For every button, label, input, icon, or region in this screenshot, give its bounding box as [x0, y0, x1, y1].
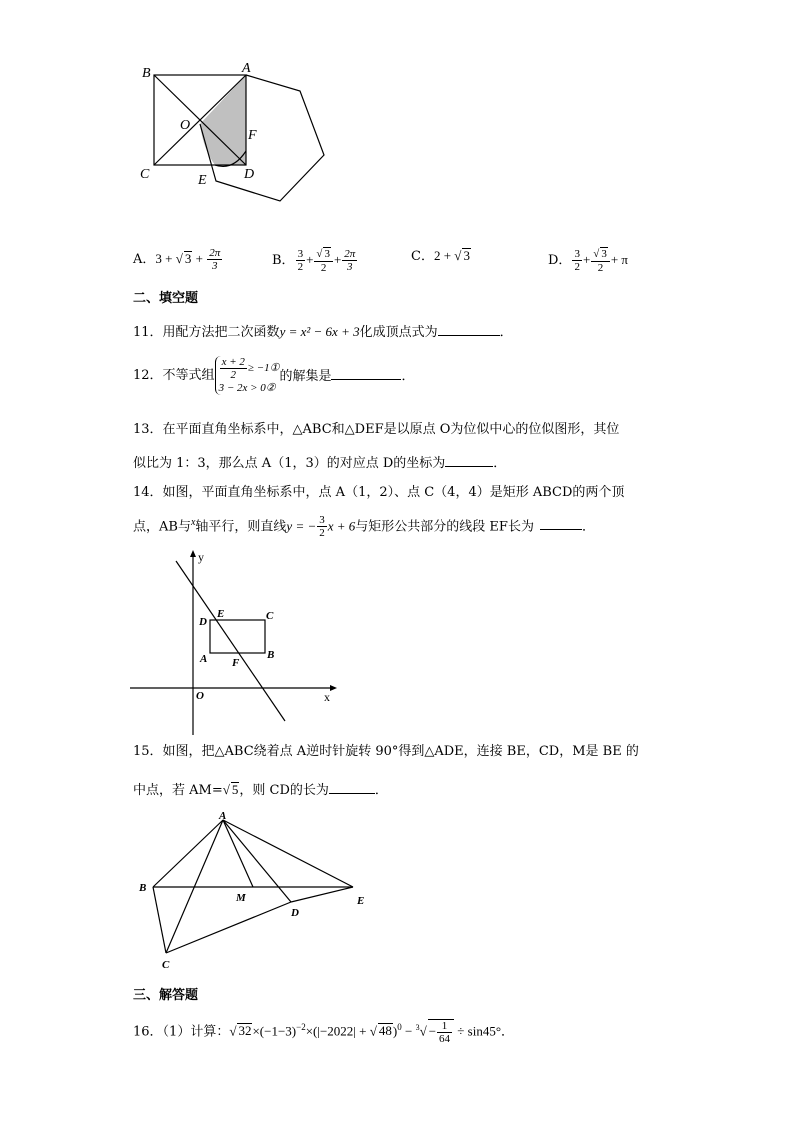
option-d-den2: 2 [597, 262, 604, 274]
q16-exp-2: 0 [397, 1022, 402, 1032]
option-b-plus1: + [306, 252, 314, 267]
label-E: E [357, 895, 365, 907]
segment-de [291, 887, 353, 902]
option-a: A．3 + √ 3 + $\frac{2\pi}{3}$ [133, 247, 221, 272]
option-b-den2: 2 [320, 262, 327, 274]
x-axis-arrow [330, 685, 337, 691]
segment-ae [223, 820, 353, 887]
option-d-plus2: + π [610, 252, 628, 267]
q16-term-2: ×(|−2022| + [305, 1023, 370, 1039]
option-a-label: A． [133, 252, 156, 267]
label-F: F [232, 657, 240, 669]
option-b-plus2: + [333, 252, 342, 267]
q15-end: ． [374, 783, 388, 798]
label-B: B [267, 649, 275, 661]
question-14-line2 [133, 514, 595, 539]
q16-term-4: − [401, 1023, 416, 1039]
question-13-line2 [133, 453, 506, 473]
q14-end: ． [581, 519, 595, 535]
option-c-label: C． [411, 249, 434, 264]
q12-system [215, 356, 280, 395]
q11-number: 11． [133, 325, 163, 340]
q14-eq-part2: x + 6 [327, 518, 356, 534]
q15-text-a: 中点，若 AM= [133, 783, 223, 798]
q12-ineq1-num: x + 2 [221, 356, 245, 368]
option-b-den1: 2 [297, 261, 304, 273]
option-d-sqrt: 3 [601, 248, 607, 260]
q14-text-b: 轴平行，则直线 [195, 519, 287, 535]
q12-text-1: 不等式组 [162, 367, 215, 383]
rotation-triangle-figure [133, 810, 373, 970]
q16-term-5: ÷ sin45°． [454, 1023, 515, 1039]
q12-answer-blank[interactable] [331, 366, 401, 380]
option-a-sqrt: 3 [184, 251, 192, 266]
option-d-den1: 2 [574, 261, 580, 273]
q13-end: ． [493, 456, 507, 471]
option-b-sqrt: 3 [324, 248, 330, 260]
q14-x-axis: x [190, 517, 196, 528]
label-E: E [217, 608, 225, 620]
q14-answer-blank[interactable] [540, 516, 582, 530]
label-D: D [291, 907, 299, 919]
label-F: F [248, 128, 257, 143]
label-M: M [236, 892, 246, 904]
q13-answer-blank[interactable] [445, 453, 493, 467]
segment-am [223, 820, 253, 887]
option-a-term: 3 + [155, 251, 176, 266]
q11-text-2: 化成顶点式为 [359, 325, 438, 340]
q14-frac-den: 2 [319, 527, 325, 540]
segment-bc [153, 887, 166, 953]
q16-root-den: 64 [439, 1032, 451, 1045]
option-b-num1: 3 [297, 248, 304, 260]
label-A: A [200, 653, 208, 665]
option-a-num: 2π [209, 247, 221, 259]
q11-answer-blank[interactable] [438, 322, 500, 336]
option-b-den3: 3 [347, 261, 353, 273]
option-c-term: 2 + [433, 248, 455, 263]
option-d-label: D． [548, 253, 572, 268]
q16-term-1: ×(−1−3) [252, 1023, 297, 1039]
label-A: A [219, 810, 227, 822]
label-y: y [198, 550, 204, 564]
label-D: D [244, 167, 255, 182]
q12-end: ． [401, 368, 415, 384]
q12-ineq2: 3 − 2x > 0② [218, 382, 276, 394]
q11-equation: y = x² − 6x + 3 [279, 324, 360, 339]
label-B: B [139, 882, 147, 894]
segment-ad [223, 820, 291, 902]
rectangle-abcd [210, 620, 265, 653]
q14-text-a: 点，AB与 [133, 519, 191, 535]
q15-answer-blank[interactable] [329, 780, 375, 794]
coordinate-rectangle-figure [128, 547, 343, 737]
question-16: 16．（1）计算：√ $32\times(-1-3)^{-2}\times(|-2022|$ + √ 48)$^0$ − $^3$√ − $\frac{1}{64}$ ÷ sin45°． [133, 1019, 515, 1045]
option-a-den: 3 [211, 260, 218, 272]
q16-sqrt-32: 32 [238, 1023, 252, 1039]
segment-ab [153, 820, 223, 887]
label-A: A [242, 61, 251, 76]
label-C: C [162, 959, 170, 970]
shaded-region [200, 75, 246, 165]
question-13-line1: 13．在平面直角坐标系中，△ABC和△DEF是以原点 O为位似中心的位似图形，其位 [133, 422, 620, 437]
option-c-sqrt: 3 [463, 248, 470, 263]
option-d-num1: 3 [574, 248, 580, 260]
label-x: x [324, 690, 330, 704]
q14-eq-part1: y = − [286, 518, 317, 534]
option-b-label: B． [272, 253, 295, 268]
label-C: C [266, 610, 274, 622]
q12-ineq1-den: 2 [230, 369, 236, 381]
q14-text-c: 与矩形公共部分的线段 EF长为 [355, 519, 534, 535]
option-b-num3: 2π [344, 248, 356, 260]
q16-root-sign: − [428, 1023, 437, 1039]
square-sector-figure [130, 55, 340, 215]
label-O: O [180, 118, 191, 133]
q16-cube-root [428, 1019, 454, 1045]
q12-ineq1-rest: ≥ −1① [247, 362, 280, 375]
option-d: D． $\frac{3}{2}$ + $\frac{√ 3}{2}$ + π [548, 248, 628, 274]
q16-term-3: ) [392, 1023, 398, 1039]
question-15-line1: 15．如图，把△ABC绕着点 A逆时针旋转 90°得到△ADE，连接 BE，CD，M是 BE 的 [133, 744, 639, 759]
question-15-line2: 中点，若 AM=√ 5，则 CD的长为 ． [133, 782, 388, 798]
option-d-plus1: + [582, 252, 591, 267]
q11-text-1: 用配方法把二次函数 [162, 325, 280, 340]
q16-number: 16．（1）计算： [133, 1024, 230, 1040]
q12-text-2: 的解集是 [279, 368, 332, 384]
y-axis-arrow [190, 550, 196, 557]
q15-text-b: ，则 CD的长为 [239, 783, 329, 798]
q14-frac-num: 3 [319, 514, 325, 527]
q16-exp-1: −2 [296, 1022, 306, 1032]
option-b: B． $\frac{3}{2}$ + $\frac{√ 3}{2}$ + $\frac{2\pi}{3}$ [272, 248, 356, 274]
section-fill-in-title: 二、填空题 [133, 291, 199, 306]
line-ef [176, 561, 285, 721]
q13-text: 似比为 1：3，那么点 A（1，3）的对应点 D的坐标为 [133, 456, 446, 471]
label-B: B [142, 66, 151, 81]
q12-number: 12． [133, 367, 163, 383]
question-11 [133, 322, 513, 342]
q15-sqrt: 5 [231, 782, 239, 797]
question-14-line1: 14．如图，平面直角坐标系中，点 A（1，2）、点 C（4，4）是矩形 ABCD的两个顶 [133, 485, 625, 500]
option-a-plus: + [192, 251, 207, 266]
section-solution-title: 三、解答题 [133, 988, 199, 1003]
label-C: C [140, 167, 150, 182]
q16-root-index: 3 [415, 1023, 420, 1032]
label-O: O [196, 690, 204, 702]
option-c: C．2 + √ 3 [411, 248, 470, 264]
label-E: E [198, 173, 207, 188]
label-D: D [199, 616, 207, 628]
question-12 [133, 356, 414, 406]
q16-root-num: 1 [437, 1020, 452, 1033]
q11-end: ． [499, 325, 513, 340]
q16-sqrt-48: 48 [378, 1023, 392, 1039]
